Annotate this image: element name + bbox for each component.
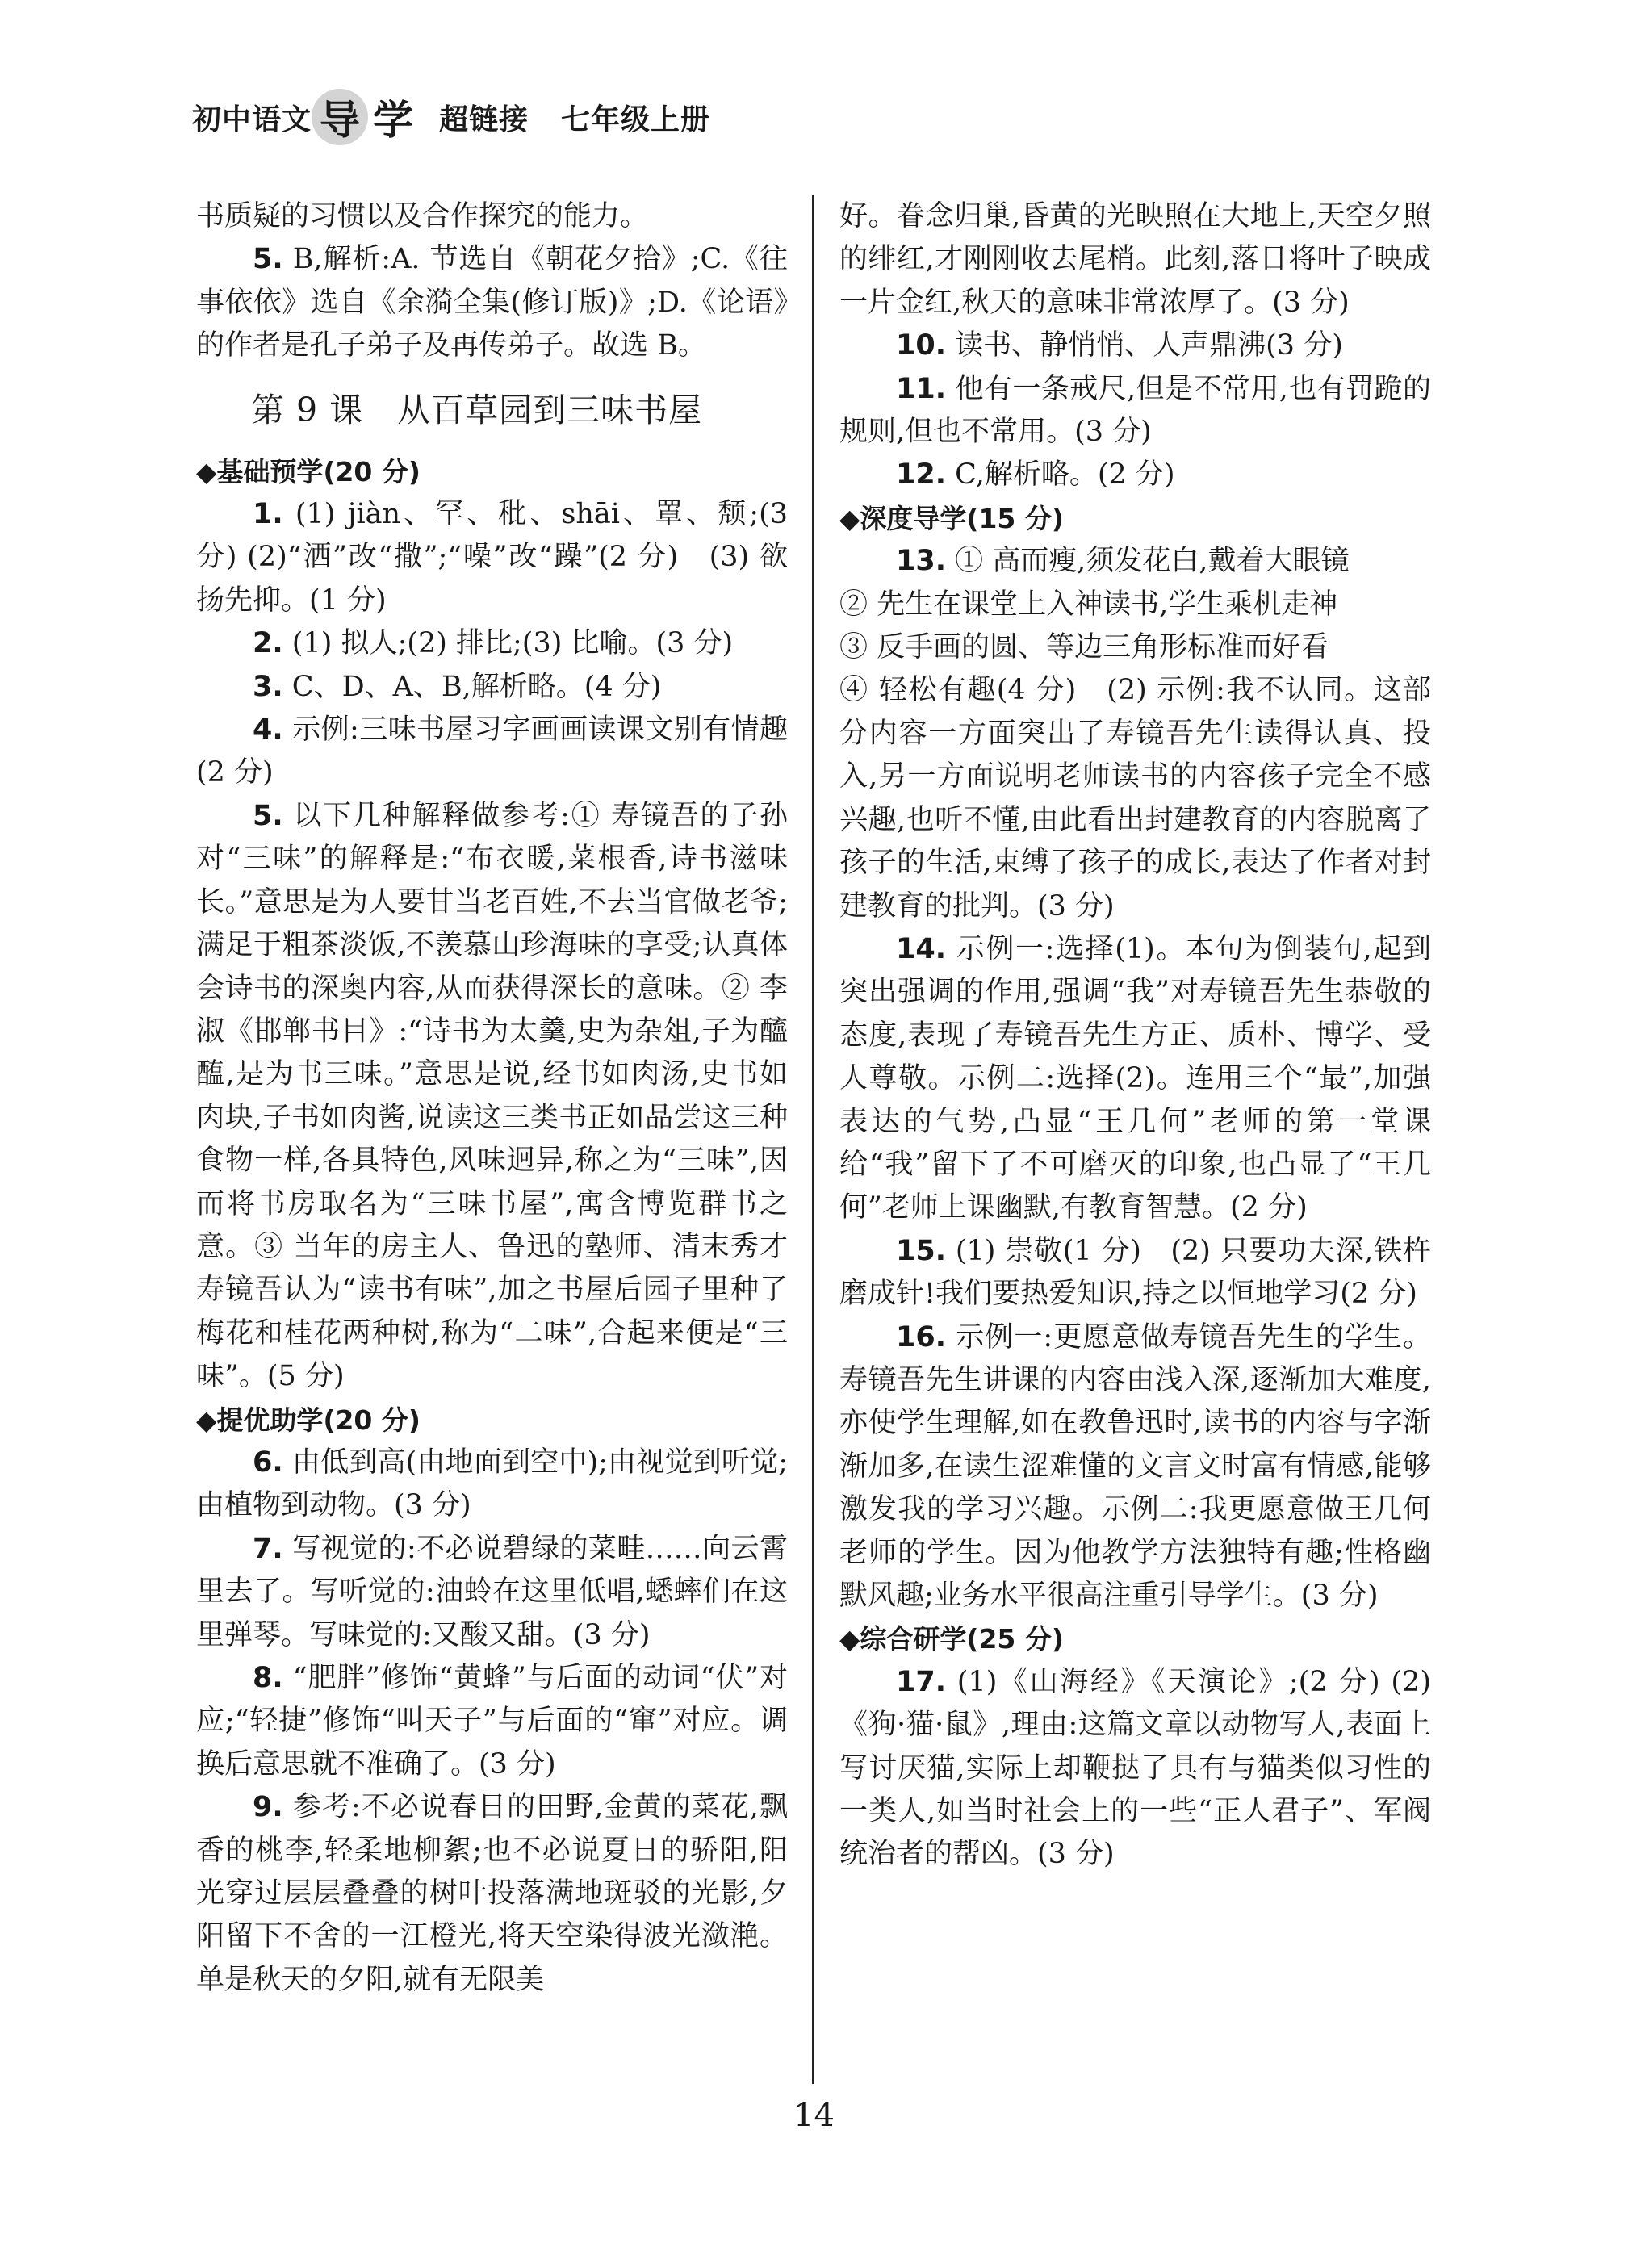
answer-item (839, 454, 1431, 496)
answer-text: C,解析略。(2 分) (955, 458, 1175, 492)
answer-number: 10. (896, 329, 947, 362)
answer-line: ③ 反手画的圆、等边三角形标准而好看 (839, 631, 1329, 664)
answer-number: 14. (896, 932, 947, 965)
answer-number: 4. (253, 713, 283, 747)
header-xue: 学 (373, 97, 414, 144)
answer-text: (1) 崇敬(1 分) (2) 只要功夫深,铁杵磨成针!我们要热爱知识,持之以恒地学习(2 分) (839, 1234, 1431, 1311)
answer-text: 示例一:更愿意做寿镜吾先生的学生。寿镜吾先生讲课的内容由浅入深,逐渐加大难度,亦使学生理解,如在教鲁迅时,读书的内容与字渐渐加多,在读生涩难懂的文言文时富有情感,能够激发我的学习兴趣。示例二:我更愿意做王几何老师的学生。因为他教学方法独特有趣;性格幽默风趣;业务水平很高注重引导学生。(3 分) (839, 1320, 1431, 1612)
answer-text: 参考:不必说春日的田野,金黄的菜花,飘香的桃李,轻柔地柳絮;也不必说夏日的骄阳,阳光穿过层层叠叠的树叶投落满地斑驳的光影,夕阳留下不舍的一江橙光,将天空染得波光潋滟。单是秋天的夕阳,就有无限美 (196, 1791, 788, 1996)
answer-text: (1)《山海经》《天演论》;(2 分) (2)《狗·猫·鼠》,理由:这篇文章以动物写人,表面上写讨厌猫,实际上却鞭挞了具有与猫类似习性的一类人,如当时社会上的一些“正人君子”、军阀统治者的帮凶。(3 分) (839, 1665, 1431, 1871)
answer-number: 15. (896, 1234, 947, 1267)
answer-text: 他有一条戒尺,但是不常用,也有罚跪的规则,但也不常用。(3 分) (839, 372, 1431, 449)
answer-text: 写视觉的:不必说碧绿的菜畦……向云霄里去了。写听觉的:油蛉在这里低唱,蟋蟀们在这里弹琴。写味觉的:又酸又甜。(3 分) (196, 1532, 788, 1651)
answer-item (839, 368, 1431, 454)
answer-number: 1. (253, 498, 283, 531)
answer-item (196, 1528, 788, 1657)
answer-item (839, 928, 1431, 1230)
header-subject: 初中语文 (192, 103, 312, 136)
answer-item (196, 795, 788, 1399)
answer-item (196, 709, 788, 795)
answer-item (196, 1442, 788, 1528)
answer-item (196, 666, 788, 709)
answer-text: 示例:三味书屋习字画画读课文别有情趣(2 分) (196, 713, 788, 789)
answer-text: 以下几种解释做参考:① 寿镜吾的子孙对“三味”的解释是:“布衣暖,菜根香,诗书滋味长。”意思是为人要甘当老百姓,不去当官做老爷;满足于粗茶淡饭,不羡慕山珍海味的享受;认真体会诗书的深奥内容,从而获得深长的意味。② 李淑《邯郸书目》:“诗书为太羹,史为杂俎,子为醯醢,是为书三味。”意思是说,经书如肉汤,史书如肉块,子书如肉酱,说读这三类书正如品尝这三种食物一样,各具特色,风味迥异,称之为“三味”,因而将书房取名为“三味书屋”,寓含博览群书之意。③ 当年的房主人、鲁迅的塾师、清末秀才寿镜吾认为“读书有味”,加之书屋后园子里种了梅花和桂花两种树,称为“二味”,合起来便是“三味”。(5 分) (196, 799, 788, 1393)
answer-number: 2. (253, 627, 283, 660)
section-heading: ◆综合研学(25 分) (839, 1623, 1064, 1655)
section-heading: ◆基础预学(20 分) (196, 455, 421, 487)
section-heading: ◆提优助学(20 分) (196, 1404, 421, 1436)
page-number: 14 (793, 2097, 835, 2134)
answer-number: 8. (253, 1662, 283, 1694)
header-dao: 导 (320, 97, 361, 144)
answer-number: 3. (253, 670, 283, 703)
answer-text: C、D、A、B,解析略。(4 分) (291, 670, 662, 703)
answer-item (196, 493, 788, 622)
continued-text: 书质疑的习惯以及合作探究的能力。 (196, 200, 649, 232)
answer-text: B,解析:A. 节选自《朝花夕拾》;C.《往事依依》选自《余漪全集(修订版)》;D.《论语》的作者是孔子弟子及再传弟子。故选 B。 (196, 243, 788, 362)
header-dao-badge (312, 89, 368, 145)
answer-number: 6. (253, 1446, 283, 1479)
header-series: 超链接 (439, 103, 529, 136)
answer-item (196, 622, 788, 665)
answer-line: ② 先生在课堂上入神读书,学生乘机走神 (839, 588, 1338, 621)
answer-number: 11. (896, 372, 947, 405)
answer-number: 5. (253, 243, 283, 276)
answer-number: 7. (253, 1532, 283, 1565)
section-heading: ◆深度导学(15 分) (839, 502, 1064, 534)
answer-item (839, 1230, 1431, 1316)
answer-text: ① 高而瘦,须发花白,戴着大眼镜 (955, 545, 1350, 578)
answer-item (839, 1316, 1431, 1618)
answer-number: 12. (896, 458, 947, 492)
page-header (192, 81, 710, 153)
continued-text: 好。眷念归巢,昏黄的光映照在大地上,天空夕照的绯红,才刚刚收去尾梢。此刻,落日将叶子映成一片金红,秋天的意味非常浓厚了。(3 分) (839, 200, 1431, 319)
column-divider (812, 195, 814, 2084)
answer-text: 读书、静悄悄、人声鼎沸(3 分) (955, 329, 1343, 362)
answer-number: 13. (896, 545, 947, 578)
answer-text: (1) 拟人;(2) 排比;(3) 比喻。(3 分) (291, 627, 734, 660)
left-column (196, 195, 788, 2002)
answer-number: 9. (253, 1791, 283, 1824)
answer-item (196, 1786, 788, 2002)
answer-text: 示例一:选择(1)。本句为倒装句,起到突出强调的作用,强调“我”对寿镜吾先生恭敬的态度,表现了寿镜吾先生方正、质朴、博学、受人尊敬。示例二:选择(2)。连用三个“最”,加强表达的气势,凸显“王几何”老师的第一堂课给“我”留下了不可磨灭的印象,也凸显了“王几何”老师上课幽默,有教育智慧。(2 分) (839, 932, 1431, 1224)
answer-item (839, 540, 1431, 583)
answer-item (839, 324, 1431, 367)
answer-text: “肥胖”修饰“黄蜂”与后面的动词“伏”对应;“轻捷”修饰“叫天子”与后面的“窜”对应。调换后意思就不准确了。(3 分) (196, 1662, 788, 1781)
answer-number: 16. (896, 1320, 947, 1354)
header-grade: 七年级上册 (561, 103, 711, 136)
lesson-title: 第 9 课 从百草园到三味书屋 (251, 390, 703, 429)
answer-text: (1) jiàn、罕、秕、shāi、罩、颓;(3 分) (2)“洒”改“撒”;“噪”改“躁”(2 分) (3) 欲扬先抑。(1 分) (196, 498, 788, 617)
answer-line: ④ 轻松有趣(4 分) (2) 示例:我不认同。这部分内容一方面突出了寿镜吾先生读得认真、投入,另一方面说明老师读书的内容孩子完全不感兴趣,也听不懂,由此看出封建教育的内容脱离了孩子的生活,束缚了孩子的成长,表达了作者对封建教育的批判。(3 分) (839, 674, 1431, 923)
answer-item (196, 1657, 788, 1786)
answer-text: 由低到高(由地面到空中);由视觉到听觉;由植物到动物。(3 分) (196, 1446, 788, 1522)
answer-number: 17. (896, 1665, 947, 1698)
answer-number: 5. (253, 799, 283, 832)
answer-item (196, 238, 788, 367)
right-column (839, 195, 1431, 1877)
answer-item (839, 1661, 1431, 1877)
